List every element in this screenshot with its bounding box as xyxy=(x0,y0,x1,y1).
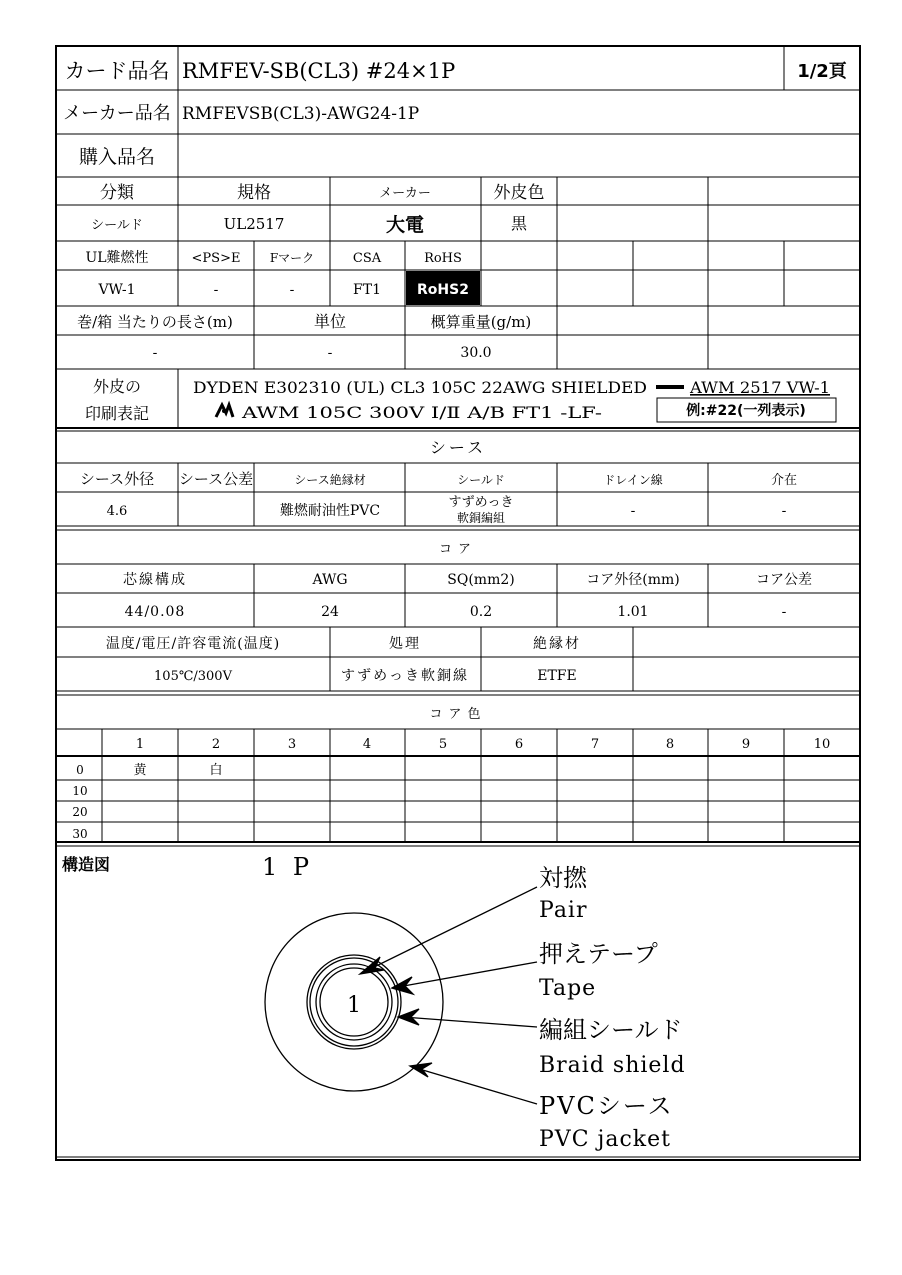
core-color-row-offset: 0 xyxy=(76,763,84,777)
print-marking-line-1b: AWM 2517 VW-1 xyxy=(688,378,830,397)
core-header-temp-voltage: 温度/電圧/許容電流(温度) xyxy=(105,636,281,652)
tape-label-en: Tape xyxy=(539,976,597,1001)
unit-header: 単位 xyxy=(313,312,347,331)
core-color-col-2: 2 xyxy=(211,737,221,752)
card-name-value: RMFEV-SB(CL3) #24×1P xyxy=(182,59,456,83)
maker-name-value: RMFEVSB(CL3)-AWG24-1P xyxy=(182,104,420,124)
spec-header-standard: 規格 xyxy=(237,183,271,203)
core-value-strand: 44/0.08 xyxy=(124,604,186,620)
print-marking-line-2: AWM 105C 300V Ⅰ/Ⅱ A/B FT1 -LF- xyxy=(240,403,603,422)
pvc-jacket-label-jp: PVCシース xyxy=(539,1092,674,1120)
approval-header-pse: <PS>E xyxy=(191,251,241,266)
core-color-cell: 黄 xyxy=(133,763,147,778)
core-header-treatment: 処理 xyxy=(389,636,421,652)
page-number: 1/2頁 xyxy=(797,61,847,82)
example-note: 例:#22(一列表示) xyxy=(686,403,806,419)
sheath-value-insulation: 難燃耐油性PVC xyxy=(279,503,381,519)
core-color-col-9: 9 xyxy=(741,737,751,752)
core-color-col-5: 5 xyxy=(438,737,448,752)
sheath-header-shield: シールド xyxy=(457,473,505,487)
purchase-name-label: 購入品名 xyxy=(78,146,156,168)
approval-value-f-mark: - xyxy=(289,282,295,298)
sheath-title: シース xyxy=(429,438,487,457)
print-marking-label-1: 外皮の xyxy=(92,377,142,396)
approval-value-pse: - xyxy=(213,282,219,298)
approval-value-rohs: RoHS2 xyxy=(417,282,469,298)
length-per-reel-header: 巻/箱 当たりの長さ(m) xyxy=(77,313,233,331)
approval-header-ul-flame: UL難燃性 xyxy=(85,250,149,266)
approx-weight-value: 30.0 xyxy=(460,345,492,361)
pair-label-jp: 対撚 xyxy=(539,864,587,892)
core-value-insulation: ETFE xyxy=(537,668,577,684)
spec-header-jacket-color: 外皮色 xyxy=(493,183,545,203)
core-color-col-6: 6 xyxy=(514,737,524,752)
core-header-sq: SQ(mm2) xyxy=(447,572,515,588)
core-value-temp-voltage: 105℃/300V xyxy=(154,669,232,684)
core-number: 1 xyxy=(347,993,361,1018)
core-value-awg: 24 xyxy=(321,604,339,620)
sheath-value-shield-2: 軟銅編組 xyxy=(456,511,506,525)
marking-separator xyxy=(656,385,684,389)
core-color-col-4: 4 xyxy=(362,737,372,752)
core-color-row-offset: 30 xyxy=(72,827,88,841)
print-marking-line-1: DYDEN E302310 (UL) CL3 105C 22AWG SHIELDED xyxy=(193,378,647,397)
length-per-reel-value: - xyxy=(152,345,158,361)
sheath-value-shield-1: すずめっき xyxy=(448,495,514,510)
spec-header-maker: メーカー xyxy=(379,186,431,201)
structure-title: 構造図 xyxy=(62,855,111,874)
approx-weight-header: 概算重量(g/m) xyxy=(430,313,532,331)
core-header-awg: AWG xyxy=(312,572,348,588)
core-color-title: コア色 xyxy=(429,707,487,722)
core-value-tolerance: - xyxy=(781,604,787,620)
sheath-value-od: 4.6 xyxy=(106,504,128,519)
approval-header-csa: CSA xyxy=(352,251,382,266)
core-color-row-offset: 20 xyxy=(72,805,88,819)
braid-shield-label-en: Braid shield xyxy=(539,1053,686,1078)
core-value-treatment: すずめっき軟銅線 xyxy=(341,668,469,684)
pvc-jacket-label-en: PVC jacket xyxy=(539,1127,671,1152)
spec-value-maker: 大電 xyxy=(385,214,425,236)
spec-value-jacket-color: 黒 xyxy=(510,214,528,233)
core-header-strand: 芯線構成 xyxy=(123,572,187,588)
core-value-od: 1.01 xyxy=(617,604,649,620)
maker-name-label: メーカー品名 xyxy=(63,103,171,124)
approval-value-csa: FT1 xyxy=(353,282,381,298)
core-color-col-10: 10 xyxy=(813,737,831,752)
core-color-col-1: 1 xyxy=(135,737,145,752)
pair-label-en: Pair xyxy=(539,898,588,923)
core-header-insulation: 絶縁材 xyxy=(533,636,581,652)
approval-header-rohs: RoHS xyxy=(424,251,462,266)
sheath-header-tolerance: シース公差 xyxy=(178,470,254,488)
tape-label-jp: 押えテープ xyxy=(539,940,658,968)
approval-value-ul-flame: VW-1 xyxy=(98,282,136,298)
sheath-value-filler: - xyxy=(781,503,787,519)
pair-count: 1 P xyxy=(262,853,314,881)
spec-value-category: シールド xyxy=(91,218,143,233)
card-name-label: カード品名 xyxy=(64,59,170,83)
approval-header-f-mark: Fマーク xyxy=(269,251,315,265)
core-color-cell: 白 xyxy=(209,763,223,778)
sheath-header-insulation: シース絶縁材 xyxy=(294,473,366,487)
print-marking-label-2: 印刷表記 xyxy=(84,404,150,423)
sheath-header-drain: ドレイン線 xyxy=(603,473,663,487)
core-color-col-3: 3 xyxy=(287,737,297,752)
unit-value: - xyxy=(327,345,333,361)
core-color-col-7: 7 xyxy=(590,737,600,752)
spec-header-category: 分類 xyxy=(100,183,134,203)
braid-shield-label-jp: 編組シールド xyxy=(539,1016,683,1044)
sheath-header-filler: 介在 xyxy=(770,473,798,488)
core-title: コア xyxy=(438,542,478,557)
core-color-row-offset: 10 xyxy=(72,784,88,798)
sheath-header-od: シース外径 xyxy=(79,470,155,488)
core-color-col-8: 8 xyxy=(665,737,675,752)
core-header-tolerance: コア公差 xyxy=(756,572,812,588)
sheath-value-drain: - xyxy=(630,503,636,519)
core-value-sq: 0.2 xyxy=(469,604,493,620)
core-header-od: コア外径(mm) xyxy=(586,572,680,588)
spec-value-standard: UL2517 xyxy=(223,215,285,233)
